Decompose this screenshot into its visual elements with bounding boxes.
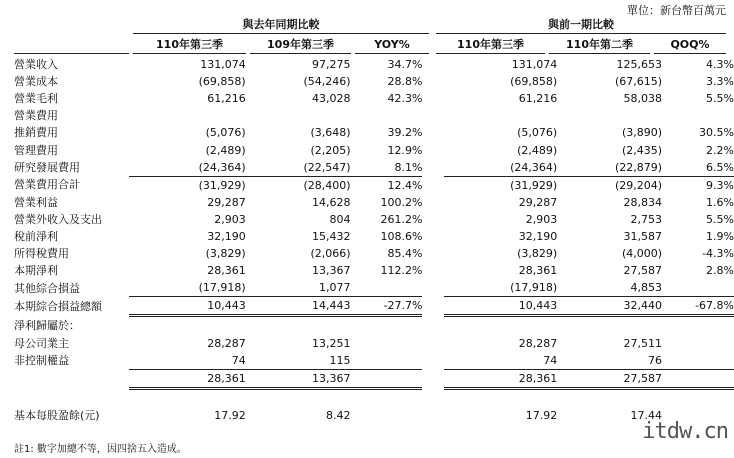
cell-yoy-pct: -27.7% [351,297,423,316]
table-row [14,194,734,211]
cell-qoq-current: 131,074 [511,58,558,72]
cell-qoq-prior: 28,834 [623,195,663,209]
column-gap [422,159,444,177]
cell-qoq-prior: 31,587 [623,229,663,243]
cell-yoy-pct: 12.9% [387,143,423,157]
column-gap [422,107,444,124]
col-header-qoq-pct: QOQ% [654,38,726,54]
column-gap [422,124,444,141]
cell-yoy-prior: (3,648) [310,126,351,140]
cell-yoy-prior: 14,443 [246,297,351,316]
column-gap [422,194,444,211]
cell-yoy-prior: (28,400) [246,176,351,194]
site-watermark: itdw.cn [642,419,728,444]
cell-yoy-prior [246,388,351,407]
cell-yoy-current: 2,903 [214,212,246,226]
cell-qoq-current [444,388,557,407]
row-label: 本期淨利 [14,264,58,278]
cell-qoq-current: 2,903 [525,212,558,226]
cell-yoy-prior: 8.42 [326,408,351,422]
cell-yoy-pct [351,279,423,297]
row-label [14,388,129,407]
cell-yoy-current: 61,216 [207,92,246,106]
cell-yoy-prior: (22,547) [303,160,351,174]
cell-yoy-pct: 42.3% [387,92,423,106]
table-row [14,352,734,370]
table-row [14,279,734,297]
cell-qoq-pct: 2.2% [706,143,734,157]
table-row [14,335,734,352]
cell-yoy-pct: 85.4% [387,247,423,261]
table-row [14,245,734,262]
column-gap [422,297,444,316]
cell-qoq-prior: (22,879) [614,160,663,174]
cell-qoq-prior: (2,435) [621,143,663,157]
cell-qoq-current: 28,361 [518,264,558,278]
cell-qoq-prior: 2,753 [630,212,663,226]
cell-qoq-prior: 76 [648,353,663,367]
cell-yoy-pct: 12.4% [351,176,423,194]
income-statement-table [14,56,734,424]
cell-qoq-pct [662,279,734,297]
cell-qoq-prior: 125,653 [616,58,663,72]
cell-yoy-current [129,388,246,407]
row-label: 營業收入 [14,58,58,72]
cell-yoy-current: (5,076) [205,126,246,140]
column-gap [422,352,444,370]
cell-qoq-current: (17,918) [510,281,558,295]
cell-qoq-pct: 6.5% [706,160,734,174]
cell-yoy-pct: 39.2% [387,126,423,140]
table-row [14,176,734,194]
cell-yoy-pct: 100.2% [380,195,423,209]
cell-yoy-current: 10,443 [129,297,246,316]
cell-yoy-prior: (54,246) [303,75,351,89]
cell-yoy-prior: (2,205) [310,143,351,157]
row-label: 稅前淨利 [14,229,58,243]
cell-qoq-pct: 3.3% [706,75,734,89]
cell-yoy-current: 28,287 [207,336,246,350]
cell-qoq-prior: 17.44 [630,408,663,422]
column-gap [422,73,444,90]
cell-qoq-pct [662,369,734,388]
cell-qoq-pct: 1.6% [706,195,734,209]
cell-qoq-prior: 27,587 [557,369,662,388]
unit-label: 單位：新台幣百萬元 [627,4,726,17]
cell-yoy-pct [351,107,423,124]
cell-yoy-prior: (2,066) [310,247,351,261]
row-label: 管理費用 [14,143,58,157]
cell-yoy-pct: 261.2% [380,212,423,226]
cell-qoq-pct [662,352,734,370]
row-label: 本期綜合損益總額 [14,299,102,313]
cell-yoy-current: (69,858) [198,75,246,89]
cell-qoq-pct: 5.5% [706,212,734,226]
cell-qoq-current: 61,216 [518,92,558,106]
table-row [14,297,734,316]
cell-qoq-pct [662,107,734,124]
table-row [14,56,734,73]
cell-qoq-current: 28,287 [518,336,558,350]
column-gap [422,176,444,194]
col-header-yoy-prior: 109年第三季 [250,38,351,54]
col-header-qoq-prior: 110年第二季 [549,38,650,54]
cell-qoq-prior: 27,511 [623,336,663,350]
cell-yoy-pct [351,388,423,407]
row-label [14,369,129,388]
column-gap [422,245,444,262]
cell-qoq-pct: 1.9% [706,229,734,243]
cell-qoq-current [444,107,557,124]
cell-yoy-pct [351,407,423,424]
cell-qoq-current: (3,829) [517,247,558,261]
row-label: 母公司業主 [14,336,69,350]
cell-yoy-pct: 28.8% [387,75,423,89]
cell-qoq-prior: (67,615) [614,75,663,89]
table-row [14,124,734,141]
cell-yoy-pct: 112.2% [380,264,423,278]
row-label: 營業費用合計 [14,178,80,192]
row-label: 推銷費用 [14,126,58,140]
table-row [14,141,734,158]
cell-yoy-pct: 108.6% [380,229,423,243]
table-row [14,369,734,388]
cell-qoq-pct: 5.5% [706,92,734,106]
cell-yoy-current [129,107,246,124]
cell-yoy-current: (2,489) [205,143,246,157]
column-gap [422,56,444,73]
column-gap [422,211,444,228]
cell-yoy-prior: 97,275 [312,58,351,72]
cell-yoy-prior: 1,077 [319,281,351,295]
column-gap [422,369,444,388]
cell-yoy-current: (3,829) [205,247,246,261]
cell-yoy-pct: 34.7% [387,58,423,72]
cell-qoq-pct [662,335,734,352]
row-label: 所得稅費用 [14,247,69,261]
cell-qoq-prior: (4,000) [621,247,663,261]
row-label: 營業成本 [14,75,58,89]
column-gap [422,335,444,352]
table-row [14,73,734,90]
table-row [14,211,734,228]
cell-qoq-prior: (29,204) [557,176,662,194]
column-gap [422,279,444,297]
column-gap [422,141,444,158]
cell-yoy-prior: 115 [329,353,351,367]
cell-qoq-prior: 4,853 [630,281,663,295]
cell-yoy-current: (31,929) [129,176,246,194]
cell-qoq-pct: 4.3% [706,58,734,72]
cell-yoy-pct [351,316,423,335]
cell-qoq-pct: 30.5% [699,126,734,140]
cell-qoq-pct: 2.8% [706,264,734,278]
table-row [14,159,734,177]
cell-qoq-prior [557,388,662,407]
cell-yoy-current: 32,190 [207,229,246,243]
table-row [14,262,734,279]
cell-qoq-prior: 58,038 [623,92,663,106]
cell-qoq-current: 32,190 [518,229,558,243]
column-gap [422,90,444,107]
cell-qoq-current: 17.92 [525,408,558,422]
cell-yoy-prior: 13,251 [312,336,351,350]
cell-qoq-current: 74 [543,353,558,367]
col-header-yoy-pct: YOY% [355,38,429,54]
cell-qoq-prior: 27,587 [623,264,663,278]
table-row [14,90,734,107]
cell-yoy-prior: 13,367 [312,264,351,278]
cell-qoq-pct [662,316,734,335]
column-gap [422,388,444,407]
cell-qoq-prior: (3,890) [621,126,663,140]
group-header-qoq: 與前一期比較 [436,17,726,34]
cell-yoy-current: (17,918) [198,281,246,295]
cell-yoy-pct: 8.1% [394,160,423,174]
cell-qoq-prior [557,316,662,335]
column-gap [422,228,444,245]
cell-yoy-prior: 13,367 [246,369,351,388]
cell-qoq-current: 28,361 [444,369,557,388]
cell-yoy-current: 28,361 [129,369,246,388]
cell-yoy-pct [351,369,423,388]
row-label: 研究發展費用 [14,160,80,174]
table-row [14,107,734,124]
table-row [14,316,734,335]
cell-yoy-current: 131,074 [200,58,246,72]
column-gap [422,262,444,279]
cell-qoq-current: (5,076) [517,126,558,140]
column-gap [422,407,444,424]
cell-qoq-pct [662,388,734,407]
cell-qoq-current: 29,287 [518,195,558,209]
cell-qoq-current: 10,443 [444,297,557,316]
group-header-yoy: 與去年同期比較 [133,17,429,34]
cell-yoy-prior: 43,028 [312,92,351,106]
cell-yoy-current [129,316,246,335]
row-label: 非控制權益 [14,353,69,367]
cell-yoy-prior: 15,432 [312,229,351,243]
header-blank [14,38,129,54]
row-label: 營業利益 [14,195,58,209]
row-label: 淨利歸屬於： [14,318,80,332]
cell-yoy-current: 28,361 [207,264,246,278]
cell-qoq-pct: -4.3% [702,247,734,261]
row-label: 營業外收入及支出 [14,212,102,226]
cell-yoy-pct [351,335,423,352]
cell-yoy-pct [351,352,423,370]
cell-yoy-current: 17.92 [214,408,246,422]
cell-yoy-prior: 804 [329,212,351,226]
col-header-yoy-current: 110年第三季 [133,38,246,54]
row-label: 基本每股盈餘(元) [14,408,100,422]
row-label: 其他綜合損益 [14,281,80,295]
cell-qoq-current: (24,364) [510,160,558,174]
cell-qoq-pct: 9.3% [662,176,734,194]
cell-qoq-current: (31,929) [444,176,557,194]
cell-yoy-current: 74 [231,353,246,367]
cell-yoy-prior [246,107,351,124]
cell-qoq-prior: 32,440 [557,297,662,316]
footnote: 註1: 數字加總不等，因四捨五入造成。 [14,444,187,455]
cell-qoq-current [444,316,557,335]
table-row [14,388,734,407]
cell-qoq-current: (69,858) [510,75,558,89]
cell-yoy-current: 29,287 [207,195,246,209]
col-header-qoq-current: 110年第三季 [436,38,545,54]
row-label: 營業毛利 [14,92,58,106]
cell-qoq-prior [557,107,662,124]
column-gap [422,316,444,335]
cell-yoy-prior [246,316,351,335]
row-label: 營業費用 [14,109,58,123]
cell-yoy-prior: 14,628 [312,195,351,209]
table-row [14,407,734,424]
cell-yoy-current: (24,364) [198,160,246,174]
table-row [14,228,734,245]
cell-qoq-current: (2,489) [517,143,558,157]
cell-qoq-pct: -67.8% [662,297,734,316]
